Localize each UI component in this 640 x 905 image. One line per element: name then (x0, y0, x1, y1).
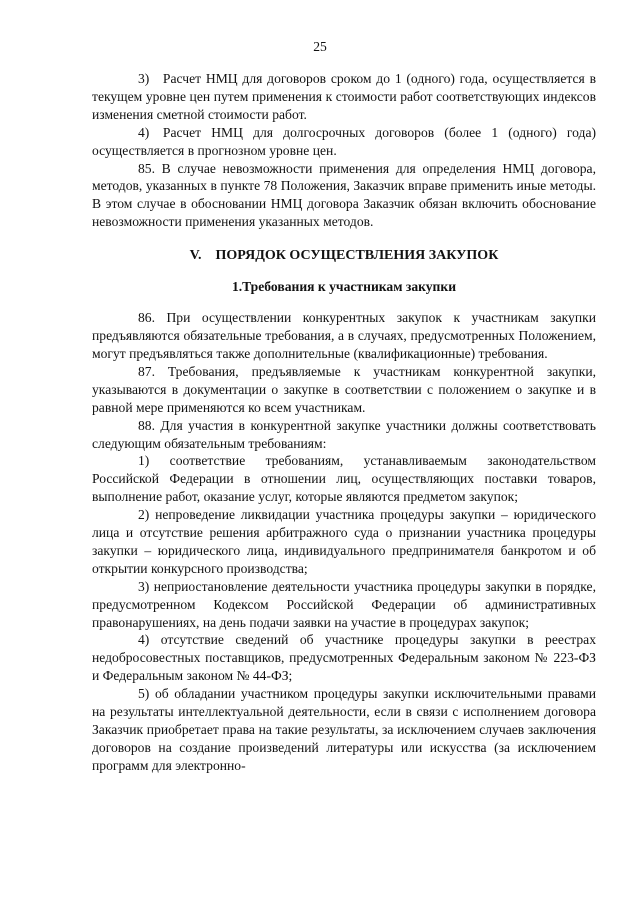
paragraph-87: 87. Требования, предъявляемые к участникам конкурентной закупки, указываются в документации о закупке в соответствии с положением о закупке и в равной мере применяются ко всем участникам. (92, 363, 596, 415)
page-number: 25 (313, 39, 327, 54)
requirement-item-2: 2) непроведение ликвидации участника процедуры закупки – юридического лица и отсутствие решения арбитражного суда о признании участника процедуры закупки – юридического лица, индивидуального предпринимателя банкротом и об открытии конкурсного производства; (92, 507, 596, 576)
paragraph-86: 86. При осуществлении конкурентных закупок к участникам закупки предъявляются обязательные требования, а в случаях, предусмотренных Положением, могут предъявляться также дополнительные (квалификационные) требования. (92, 310, 596, 361)
requirement-item-4: 4) отсутствие сведений об участнике процедуры закупки в реестрах недобросовестных поставщиков, предусмотренных Федеральным законом № 223-ФЗ и Федеральным законом № 44-ФЗ; (92, 632, 596, 684)
requirement-item-3: 3) неприостановление деятельности участника процедуры закупки в порядке, предусмотренном Кодексом Российской Федерации об административных правонарушениях, на день подачи заявки на участие в процедурах закупок; (92, 578, 596, 630)
requirement-item-5: 5) об обладании участником процедуры закупки исключительными правами на результаты интеллектуальной деятельности, если в связи с исполнением договора Заказчик приобретает права на такие результаты, за исключением случаев заключения договоров на создание произведений литературы или искусства (за исключением программ для электронно- (92, 686, 596, 773)
paragraph-item-4-long-term: 4) Расчет НМЦ для долгосрочных договоров (более 1 (одного) года) осуществляется в прогнозном уровне цен. (92, 124, 596, 158)
paragraph-85: 85. В случае невозможности применения для определения НМЦ договора, методов, указанных в пункте 78 Положения, Заказчик вправе применить иные методы. В этом случае в обосновании НМЦ договора Заказчик обязан включить обоснование невозможности применения указанных методов. (92, 160, 596, 230)
requirement-item-1: 1) соответствие требованиям, устанавливаемым законодательством Российской Федерации в отношении лиц, осуществляющих поставки товаров, выполнение работ, оказание услуг, которые являются предметом закупок; (92, 453, 596, 505)
paragraph-88: 88. Для участия в конкурентной закупке участники должны соответствовать следующим обязательным требованиям: (92, 417, 596, 451)
section-heading: V. ПОРЯДОК ОСУЩЕСТВЛЕНИЯ ЗАКУПОК (189, 248, 499, 264)
subsection-heading: 1.Требования к участникам закупки (231, 279, 457, 295)
document-body (92, 70, 596, 775)
paragraph-item-3-short-term: 3) Расчет НМЦ для договоров сроком до 1 (одного) года, осуществляется в текущем уровне цен путем применения к стоимости работ соответствующих индексов изменения сметной стоимости работ. (92, 71, 596, 122)
